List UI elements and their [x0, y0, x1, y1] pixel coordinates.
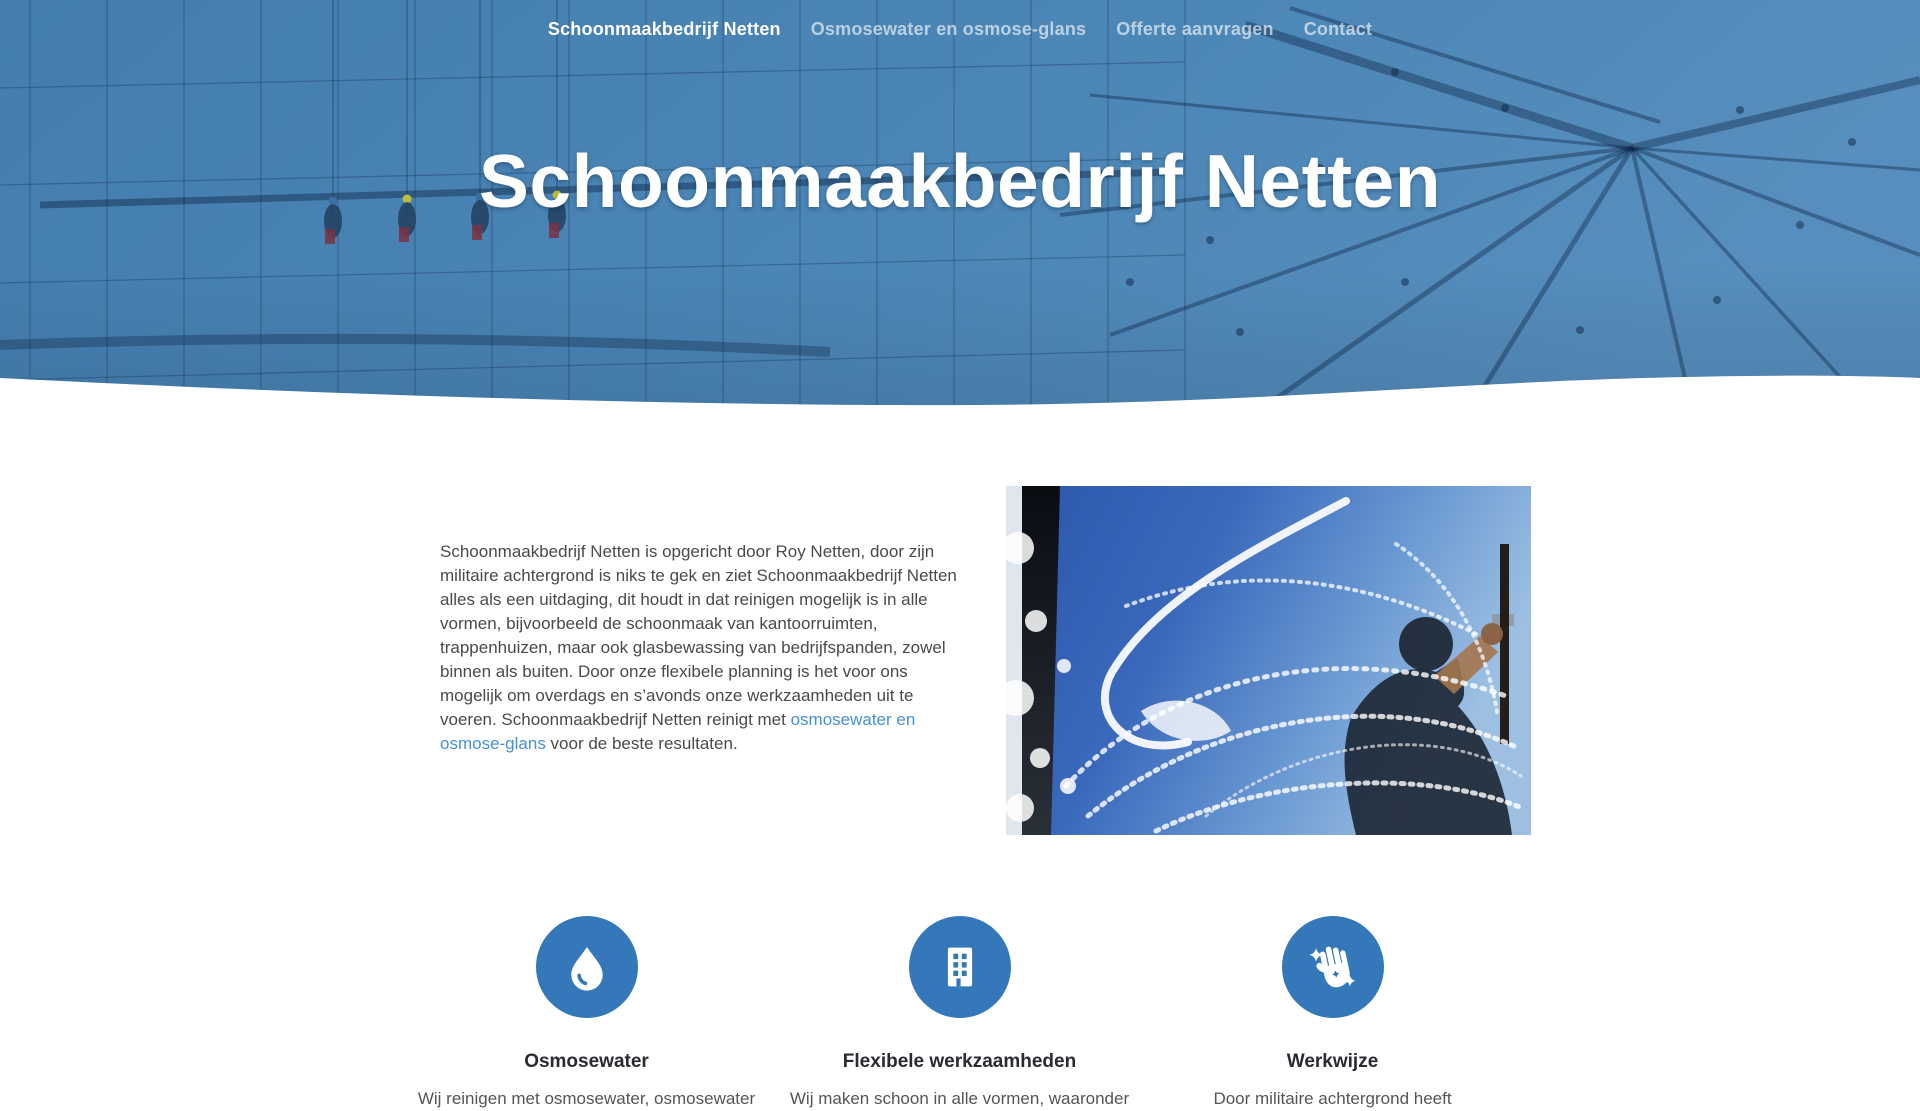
feature-text: Door militaire achtergrond heeft — [1213, 1089, 1452, 1108]
feature-text: Wij reinigen met osmosewater, osmosewater — [417, 1089, 756, 1108]
feature-osmosewater — [400, 916, 773, 1111]
main-navigation — [0, 0, 1920, 58]
page-title: Schoonmaakbedrijf Netten — [478, 139, 1442, 223]
feature-title: Osmosewater — [524, 1051, 649, 1072]
feature-text: Wij maken schoon in alle vormen, waaronder — [789, 1089, 1130, 1108]
water-drop-icon — [536, 916, 638, 1018]
feature-title: Flexibele werkzaamheden — [842, 1051, 1077, 1072]
nav-item-osmosewater[interactable]: Osmosewater en osmose-glans — [810, 18, 1087, 39]
about-text-after: voor de beste resultaten. — [545, 734, 738, 753]
nav-item-offerte[interactable]: Offerte aanvragen — [1116, 18, 1274, 39]
building-icon — [909, 916, 1011, 1018]
window-cleaning-photo — [1006, 486, 1531, 835]
feature-title: Werkwijze — [1286, 1051, 1379, 1072]
feature-werkwijze — [1146, 916, 1519, 1111]
about-text-before: Schoonmaakbedrijf Netten is opgericht door Roy Netten, door zijn militaire achtergrond is niks te gek en ziet Schoonmaakbedrijf Netten alles als een uitdaging, dit houdt in dat reinigen mogelijk is in alle vormen, bijvoorbeeld de schoonmaak van kantoorruimten, trappenhuizen, maar ook glasbewassing van bedrijfspanden, zowel binnen als buiten. Door onze flexibele planning is het voor ons mogelijk om overdags en s’avonds onze werkzaamheden uit te voeren. Schoonmaakbedrijf Netten reinigt met — [440, 542, 957, 729]
hero-section — [0, 0, 1920, 410]
hand-sparkles-icon — [1282, 916, 1384, 1018]
nav-item-contact[interactable]: Contact — [1303, 18, 1373, 39]
about-paragraph — [440, 540, 962, 756]
osmosewater-link[interactable]: osmosewater en osmose-glans — [440, 710, 916, 753]
nav-item-home[interactable]: Schoonmaakbedrijf Netten — [547, 18, 781, 39]
features-row — [400, 916, 1520, 1111]
feature-flexibele-werkzaamheden — [773, 916, 1146, 1111]
